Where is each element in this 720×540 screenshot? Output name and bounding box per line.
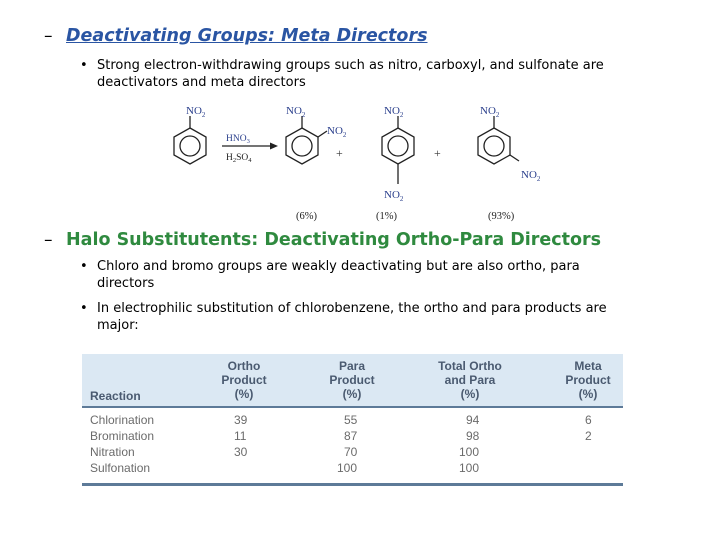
bullet-marker: • [80,259,88,274]
svg-text:NO2 [286,105,306,119]
bullet-marker: • [80,301,88,316]
reagent-label: H [226,153,233,163]
yield-label: (1%) [376,211,397,222]
table-header-total: Total Ortho and Para (%) [438,359,502,401]
table-header-para: Para Product (%) [329,359,375,401]
svg-text:NO2 [480,105,500,119]
bullet-line: deactivators and meta directors [97,75,306,90]
reagent-subscript: 2 [232,157,237,164]
substituent-label: NO [384,189,400,201]
heading-dash: – [44,26,53,46]
plus-sign: + [336,146,343,160]
section-title-meta-directors: Deactivating Groups: Meta Directors [66,26,428,46]
substituent-subscript: 2 [399,195,404,203]
table-cell-total: 94 [466,413,480,427]
reagent-subscript: 3 [246,138,250,145]
substituent-label: NO [327,125,343,137]
bullet-line: In electrophilic substitution of chlorobenzene, the ortho and para products are [97,301,607,316]
yield-label: (93%) [488,211,515,222]
table-cell-ortho: 11 [234,429,247,443]
arrow-head [270,143,278,150]
substituent-label: NO [384,105,400,117]
table-bottom-rule [82,483,623,486]
substituent-label: NO [480,105,496,117]
table-cell-ortho: 39 [234,413,248,427]
table-cell-para: 55 [344,413,358,427]
table-header-rule [82,406,623,408]
bullet-line: Strong electron-withdrawing groups such as nitro, carboxyl, and sulfonate are [97,58,604,73]
heading-dash: – [44,230,53,250]
substituent-subscript: 2 [201,111,206,119]
svg-text:H2SO4 [226,153,252,164]
table-cell-reaction: Chlorination [90,413,155,427]
svg-text:NO2 [384,189,404,203]
table-cell-para: 70 [344,445,358,459]
plus-sign: + [434,146,441,160]
reagent-label: HNO [226,134,247,144]
table-header-ortho: Ortho Product (%) [221,359,267,401]
table-cell-meta: 2 [585,429,592,443]
yield-label: (6%) [296,211,317,222]
table-cell-reaction: Sulfonation [90,461,151,475]
benzene-ring [174,116,206,164]
substituent-label: NO [286,105,302,117]
section-title-halo-substituents: Halo Substitutents: Deactivating Ortho-Para Directors [66,230,602,250]
substituent-subscript: 2 [495,111,500,119]
bullet-line: major: [97,318,139,333]
table-cell-reaction: Bromination [90,429,155,443]
table-cell-para: 87 [344,429,358,443]
table-header-meta: Meta Product (%) [565,359,611,401]
table-cell-total: 100 [459,445,480,459]
table-cell-reaction: Nitration [90,445,135,459]
table-cell-total: 100 [459,461,480,475]
bullet-line: directors [97,276,155,291]
svg-text:NO2 [327,125,347,139]
substituent-label: NO [186,105,202,117]
svg-text:NO2 [186,105,206,119]
bullet-chlorobenzene [80,300,607,334]
bullet-marker: • [80,58,88,73]
table-cell-total: 98 [466,429,480,443]
reagent-label: SO [236,153,249,163]
table-cell-ortho: 30 [234,445,248,459]
table-cell-meta: 6 [585,413,592,427]
benzene-ring [286,116,327,164]
reagent-subscript: 4 [248,157,252,164]
svg-text:NO2 [521,169,541,183]
nitration-reaction-scheme [170,100,560,226]
substituent-subscript: 2 [342,131,347,139]
benzene-ring [478,116,519,164]
svg-text:HNO3 [226,134,250,145]
benzene-ring [382,116,414,184]
substituent-subscript: 2 [301,111,306,119]
substituent-subscript: 2 [536,175,541,183]
substituent-label: NO [521,169,537,181]
svg-text:NO2 [384,105,404,119]
bullet-strong-withdrawing [80,57,604,91]
table-header-reaction: Reaction [90,389,141,403]
bullet-line: Chloro and bromo groups are weakly deactivating but are also ortho, para [97,259,580,274]
substituent-subscript: 2 [399,111,404,119]
bullet-chloro-bromo [80,258,580,292]
table-cell-para: 100 [337,461,358,475]
halogenation-products-table [82,354,623,486]
